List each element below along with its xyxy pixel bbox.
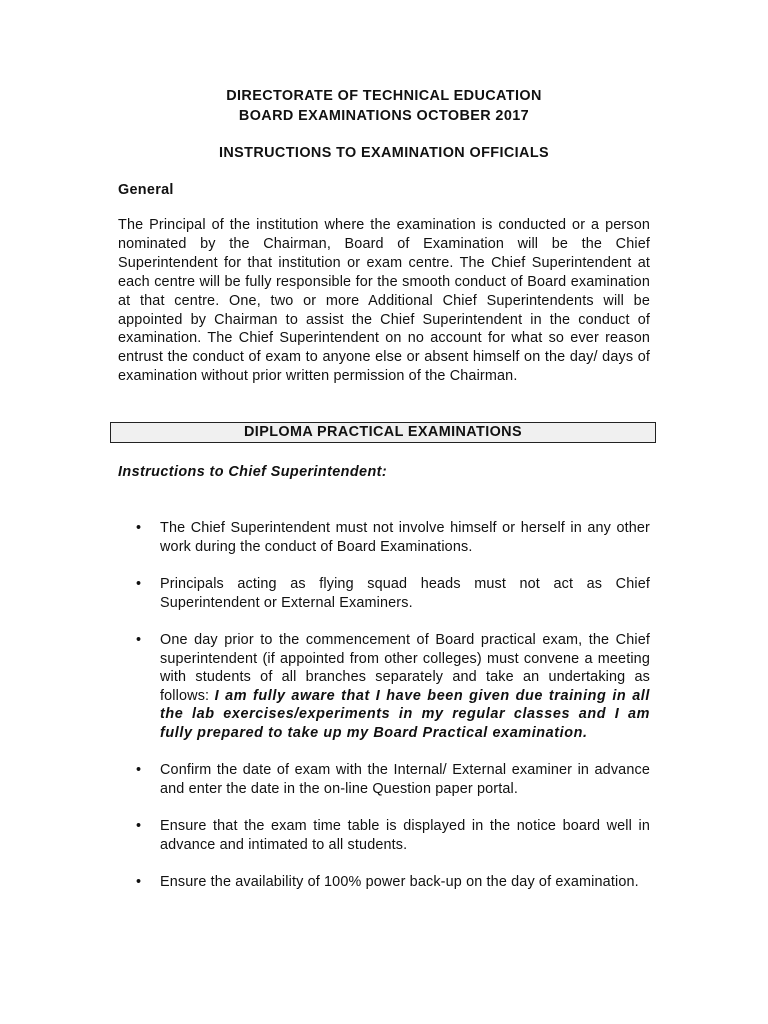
list-item bbox=[118, 817, 650, 854]
list-item-text: One day prior to the commencement of Board practical exam, the Chief superintendent (if appointed from other colleges) must convene a meeting with students of all branches separately and take an undertaking as follows: bbox=[160, 632, 650, 704]
general-paragraph: The Principal of the institution where the examination is conducted or a person nominated by the Chairman, Board of Examination will be the Chief Superintendent for that institution or exam centre. The Chief Superintendent at each centre will be fully responsible for the smooth conduct of Board examination at that centre. One, two or more Additional Chief Superintendents will be appointed by Chairman to assist the Chief Superintendent in the conduct of examination. The Chief Superintendent on no account for what so ever reason entrust the conduct of exam to anyone else or absent himself on the day/ days of examination without prior written permission of the Chairman. bbox=[118, 217, 650, 385]
list-item bbox=[118, 873, 650, 892]
bullet-icon: • bbox=[136, 520, 142, 536]
section-banner: DIPLOMA PRACTICAL EXAMINATIONS bbox=[110, 422, 656, 443]
document-header bbox=[0, 86, 768, 126]
instructions-title: INSTRUCTIONS TO EXAMINATION OFFICIALS bbox=[218, 145, 550, 161]
bullet-icon: • bbox=[136, 874, 142, 890]
list-item bbox=[118, 519, 650, 556]
list-item bbox=[118, 631, 650, 742]
list-item bbox=[118, 761, 650, 798]
bullet-icon: • bbox=[136, 762, 142, 778]
bullet-icon: • bbox=[136, 576, 142, 592]
list-item bbox=[118, 575, 650, 612]
bullet-icon: • bbox=[136, 632, 142, 648]
list-item-text: The Chief Superintendent must not involve himself or herself in any other work during the conduct of Board Examinations. bbox=[160, 520, 650, 555]
undertaking-text: I am fully aware that I have been given due training in all the lab exercises/experiments in my regular classes and I am fully prepared to take up my Board Practical examination. bbox=[160, 687, 650, 741]
bullet-icon: • bbox=[136, 818, 142, 834]
list-item-text: Confirm the date of exam with the Internal/ External examiner in advance and enter the date in the on-line Question paper portal. bbox=[160, 762, 650, 797]
instructions-subheading: Instructions to Chief Superintendent: bbox=[118, 464, 388, 480]
list-item-text: Ensure that the exam time table is displayed in the notice board well in advance and intimated to all students. bbox=[160, 818, 650, 853]
header-directorate: DIRECTORATE OF TECHNICAL EDUCATION bbox=[226, 88, 542, 104]
general-heading: General bbox=[118, 182, 174, 198]
instruction-list bbox=[118, 519, 650, 911]
list-item-text: Ensure the availability of 100% power back-up on the day of examination. bbox=[160, 874, 639, 890]
list-item-text: Principals acting as flying squad heads must not act as Chief Superintendent or External Examiners. bbox=[160, 576, 650, 611]
header-board-exams: BOARD EXAMINATIONS OCTOBER 2017 bbox=[238, 108, 530, 124]
